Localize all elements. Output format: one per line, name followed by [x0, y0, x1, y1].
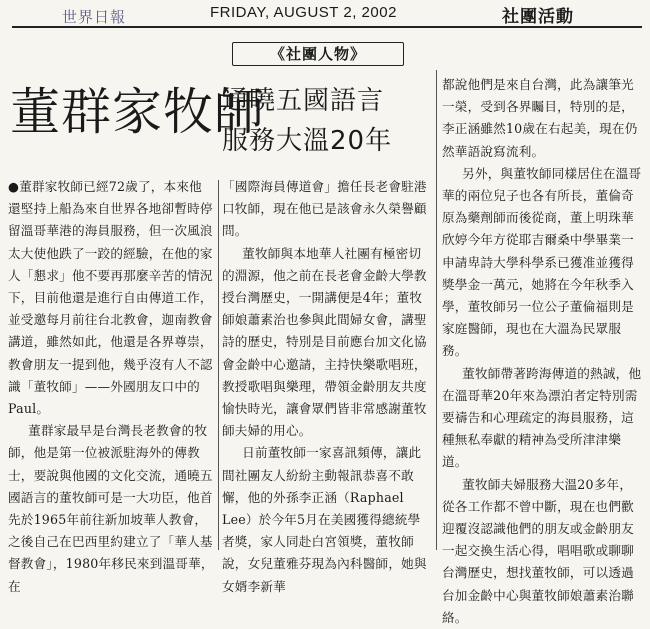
paragraph: 都說他們是來自台灣，此為讓筆光一榮，受到各界矚目，特別的是，李正涵雖然10歲在右起美，現在仍然華語說寫流利。 — [442, 77, 638, 159]
paragraph: 董牧師帶著跨海傳道的熱誠，他在溫哥華20年來為漂泊者定特別需要禱告和心理疏定的海員服務，這種無私奉獻的精神為受所津津樂道。 — [442, 365, 642, 470]
section-title: 社團活動 — [502, 7, 574, 27]
paragraph: 另外，與董牧師同樣居住在溫哥華的兩位兒子也各有所長，董倫奇原為藥劑師而後從商，董上明珠華欣婷今年方從耶吉爾桑中學畢業一申請卑詩大學科學系已獲准並獲得獎學金一萬元，她將在今年秋季入學，董牧師另一位公子董倫福則是家庭醫師，現也在大溫為民眾服務。 — [442, 165, 642, 359]
paragraph: 日前董牧師一家喜訊頻傳，讓此間社團友人紛紛主動報訊恭喜不敢懈，他的外孫李正涵（Raphael Lee）於今年5月在美國獲得總統學者獎，家人同赴白宮領獎，董牧師說，女兒董雅芬現為內科醫師，她與女婿李新華 — [222, 445, 427, 594]
subheadline-2: 服務大溫20年 — [222, 126, 393, 156]
article-column-1 — [8, 176, 214, 598]
article-column-3 — [442, 74, 644, 629]
paragraph: 董群家最早是台灣長老教會的牧師，他是第一位被派駐海外的傳教士，要說與他國的文化交流，通曉五國語言的董牧師可是一大功臣，他首先於1965年前往新加坡華人教會，之後自己在巴西里約建立了「華人基督教會」，1980年移民來到溫哥華，在 — [8, 423, 214, 594]
article-column-2 — [222, 176, 430, 598]
subheadline-1: 通曉五國語言 — [222, 86, 385, 116]
column-divider — [218, 180, 219, 550]
paragraph: 董牧師與本地華人社團有極密切的淵源，他之前在長老會金齡大學教授台灣歷史，一開講便是4年；董牧師娘蕭素治也參與此間婦女會，講聖詩的歷史，特別是目前應台加文化協會金齡中心邀請，主持快樂歌唱班，教授歌唱與樂理，帶領金齡朋友共度愉快時光，讓會眾們皆非常感謝董牧師夫婦的用心。 — [222, 245, 427, 439]
column-divider — [436, 70, 437, 550]
main-headline: 董群家牧師 — [10, 83, 265, 141]
paragraph: 董牧師夫婦服務大溫20多年，從各工作都不曾中斷，現在也們歡迎覆沒認識他們的朋友或金齡朋友一起交換生活心得，唱唱歌或聊聊台灣歷史，想找董牧師，可以透過台加金齡中心與董牧師娘蕭素治聯絡。 — [442, 476, 634, 625]
issue-date: FRIDAY, AUGUST 2, 2002 — [210, 4, 397, 21]
handwritten-source-note: 世界日報 — [62, 8, 127, 26]
paragraph: 「國際海員傳道會」擔任長老會駐港口牧師，現在他已是該會永久榮譽顧問。 — [222, 179, 427, 239]
column-banner: 《社團人物》 — [232, 42, 404, 66]
top-rule — [12, 26, 642, 28]
paragraph: ●董群家牧師已經72歲了，本來他還堅持上船為來自世界各地卻暫時停留溫哥華港的海員服務，但一次風浪太大使他跌了一跤的經驗，在他的家人「懇求」他不要再那麼辛苦的情況下，目前他還是進行自由傳道工作，並受邀每月前往台北教會，迦南教會講道，雖然如此，他還是各界尊崇，教會朋友一提到他，幾乎沒有人不認識「董牧師」——外國朋友口中的Paul。 — [8, 179, 213, 417]
